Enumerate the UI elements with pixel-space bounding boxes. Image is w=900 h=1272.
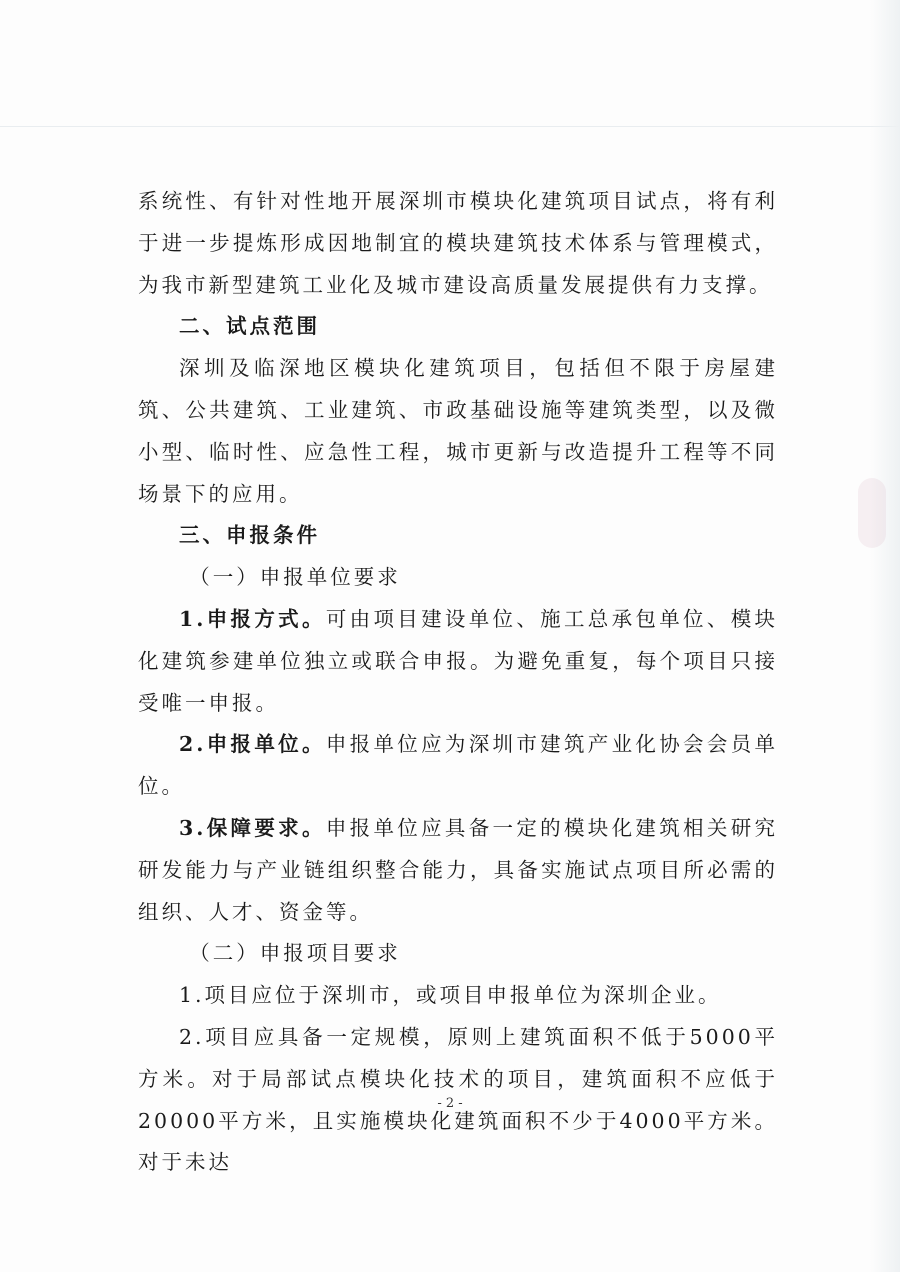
subsection-heading-unit: （一）申报单位要求 (189, 565, 401, 590)
section-heading-scope: 二、试点范围 (179, 314, 320, 339)
paragraph-project-location: 1.项目应位于深圳市，或项目申报单位为深圳企业。 (179, 983, 722, 1008)
item-lead: 2.申报单位。 (179, 732, 326, 757)
subsection-heading-project: （二）申报项目要求 (189, 941, 401, 966)
item-text: 可由项目建设单位、施工总承包单位、模块化建筑参建单位独立或联合申报。为避免重复，每个项目只接受唯一申报。 (138, 606, 779, 715)
page-number: - 2 - (437, 1096, 463, 1111)
paragraph-scope: 深圳及临深地区模块化建筑项目，包括但不限于房屋建筑、公共建筑、工业建筑、市政基础设施等建筑类型，以及微小型、临时性、应急性工程，城市更新与改造提升工程等不同场景下的应用。 (138, 356, 778, 506)
scan-edge-line (0, 126, 900, 127)
paragraph-item-guarantee (138, 808, 778, 933)
section-heading-conditions: 三、申报条件 (179, 523, 320, 548)
document-body (138, 181, 778, 1184)
item-lead: 1.申报方式。 (179, 606, 326, 631)
paragraph-item-unit (138, 724, 778, 808)
bleed-through-seal (858, 478, 886, 548)
item-lead: 3.保障要求。 (179, 815, 326, 840)
paragraph-project-scale: 2.项目应具备一定规模，原则上建筑面积不低于5000平方米。对于局部试点模块化技术的项目，建筑面积不应低于20000平方米，且实施模块化建筑面积不少于4000平方米。对于未达 (138, 1024, 778, 1175)
paragraph-item-method (138, 599, 778, 724)
item-text: 申报单位应为深圳市建筑产业化协会会员单位。 (138, 732, 779, 799)
scan-edge-shadow (870, 0, 900, 1272)
paragraph-continuation: 系统性、有针对性地开展深圳市模块化建筑项目试点，将有利于进一步提炼形成因地制宜的模块建筑技术体系与管理模式，为我市新型建筑工业化及城市建设高质量发展提供有力支撑。 (138, 189, 778, 297)
item-text: 申报单位应具备一定的模块化建筑相关研究研发能力与产业链组织整合能力，具备实施试点项目所必需的组织、人才、资金等。 (138, 815, 779, 924)
